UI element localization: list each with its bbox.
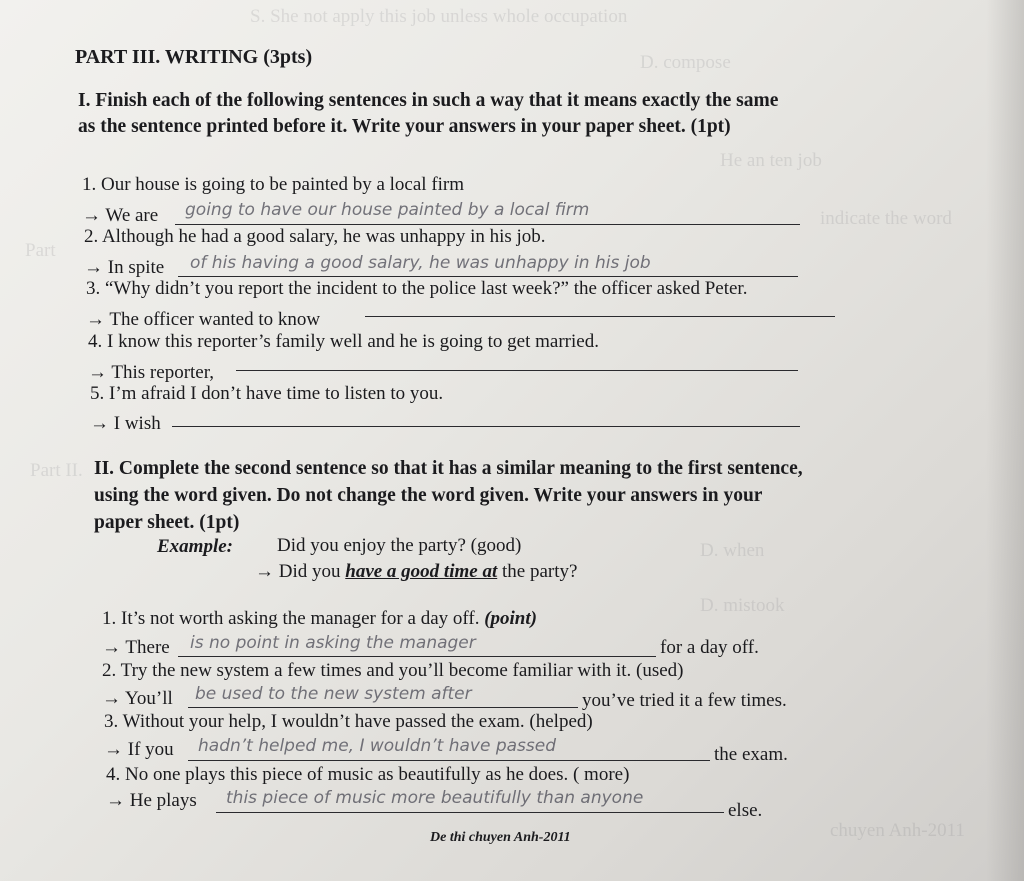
bleed-through-text: S. She not apply this job unless whole occupation bbox=[250, 6, 628, 27]
question-sentence: 3. “Why didn’t you report the incident to the police last week?” the officer asked Peter. bbox=[86, 278, 748, 299]
answer-prompt: → If you bbox=[104, 739, 174, 760]
bleed-through-text: D. compose bbox=[640, 52, 731, 73]
section1-instruction: as the sentence printed before it. Write your answers in your paper sheet. (1pt) bbox=[78, 116, 731, 137]
handwritten-answer: this piece of music more beautifully than anyone bbox=[226, 788, 644, 808]
section2-instruction: paper sheet. (1pt) bbox=[94, 512, 240, 533]
question-sentence: 4. No one plays this piece of music as beautifully as he does. ( more) bbox=[106, 764, 630, 785]
answer-blank[interactable] bbox=[188, 760, 710, 761]
answer-prompt: → We are bbox=[82, 205, 159, 226]
answer-blank[interactable] bbox=[178, 656, 656, 657]
paper-shadow-edge bbox=[986, 0, 1024, 881]
bleed-through-text: Part II. bbox=[30, 460, 83, 481]
example-label: Example: bbox=[157, 536, 233, 557]
bleed-through-text: He an ten job bbox=[720, 150, 822, 171]
handwritten-answer: hadn’t helped me, I wouldn’t have passed bbox=[198, 736, 557, 756]
question-sentence: 2. Although he had a good salary, he was unhappy in his job. bbox=[84, 226, 546, 247]
answer-prompt: → I wish bbox=[90, 413, 161, 434]
bleed-through-text: indicate the word bbox=[820, 208, 952, 229]
answer-prompt: → This reporter, bbox=[88, 362, 215, 383]
answer-prompt: → In spite bbox=[84, 257, 165, 278]
section1-instruction: I. Finish each of the following sentences in such a way that it means exactly the same bbox=[78, 90, 779, 111]
sentence-ending: for a day off. bbox=[660, 637, 759, 658]
answer-blank[interactable] bbox=[216, 812, 724, 813]
sentence-ending: else. bbox=[728, 800, 763, 821]
example-sentence: Did you enjoy the party? (good) bbox=[277, 535, 522, 556]
sentence-ending: the exam. bbox=[714, 744, 788, 765]
page-footer: De thi chuyen Anh-2011 bbox=[430, 830, 571, 845]
example-answer-line bbox=[255, 561, 577, 583]
handwritten-answer: of his having a good salary, he was unhappy in his job bbox=[190, 253, 651, 273]
answer-prompt: → The officer wanted to know bbox=[86, 309, 321, 330]
question-sentence bbox=[102, 608, 537, 630]
handwritten-answer: be used to the new system after bbox=[195, 684, 472, 704]
answer-prompt: → You’ll bbox=[102, 688, 173, 709]
handwritten-answer: is no point in asking the manager bbox=[190, 633, 476, 653]
bleed-through-text: chuyen Anh-2011 bbox=[830, 820, 965, 841]
question-sentence: 3. Without your help, I wouldn’t have passed the exam. (helped) bbox=[104, 711, 593, 732]
answer-prompt: → There bbox=[102, 637, 170, 658]
question-sentence: 5. I’m afraid I don’t have time to listen to you. bbox=[90, 383, 444, 404]
section2-instruction: using the word given. Do not change the word given. Write your answers in your bbox=[94, 485, 763, 506]
question-sentence: 1. Our house is going to be painted by a local firm bbox=[82, 174, 465, 195]
answer-blank[interactable] bbox=[172, 426, 800, 427]
question-sentence: 2. Try the new system a few times and you’ll become familiar with it. (used) bbox=[102, 660, 684, 681]
section2-instruction: II. Complete the second sentence so that it has a similar meaning to the first sentence, bbox=[94, 458, 803, 479]
page-title: PART III. WRITING (3pts) bbox=[75, 46, 313, 68]
handwritten-answer: going to have our house painted by a local firm bbox=[185, 200, 590, 220]
bleed-through-text: D. when bbox=[700, 540, 765, 561]
answer-blank[interactable] bbox=[175, 224, 800, 225]
answer-prompt: → He plays bbox=[106, 790, 197, 811]
sentence-ending: you’ve tried it a few times. bbox=[582, 690, 787, 711]
bleed-through-text: Part bbox=[25, 240, 56, 261]
answer-blank[interactable] bbox=[188, 707, 578, 708]
question-sentence: 4. I know this reporter’s family well and he is going to get married. bbox=[88, 331, 599, 352]
answer-blank[interactable] bbox=[236, 370, 798, 371]
example-answer: have a good time at bbox=[345, 561, 498, 582]
keyword: (point) bbox=[484, 608, 537, 629]
answer-blank[interactable] bbox=[178, 276, 798, 277]
answer-blank[interactable] bbox=[365, 316, 835, 317]
example-prefix: → Did you bbox=[255, 561, 341, 582]
question-text: 1. It’s not worth asking the manager for a day off. bbox=[102, 608, 480, 629]
bleed-through-text: D. mistook bbox=[700, 595, 785, 616]
example-suffix: the party? bbox=[501, 561, 578, 582]
